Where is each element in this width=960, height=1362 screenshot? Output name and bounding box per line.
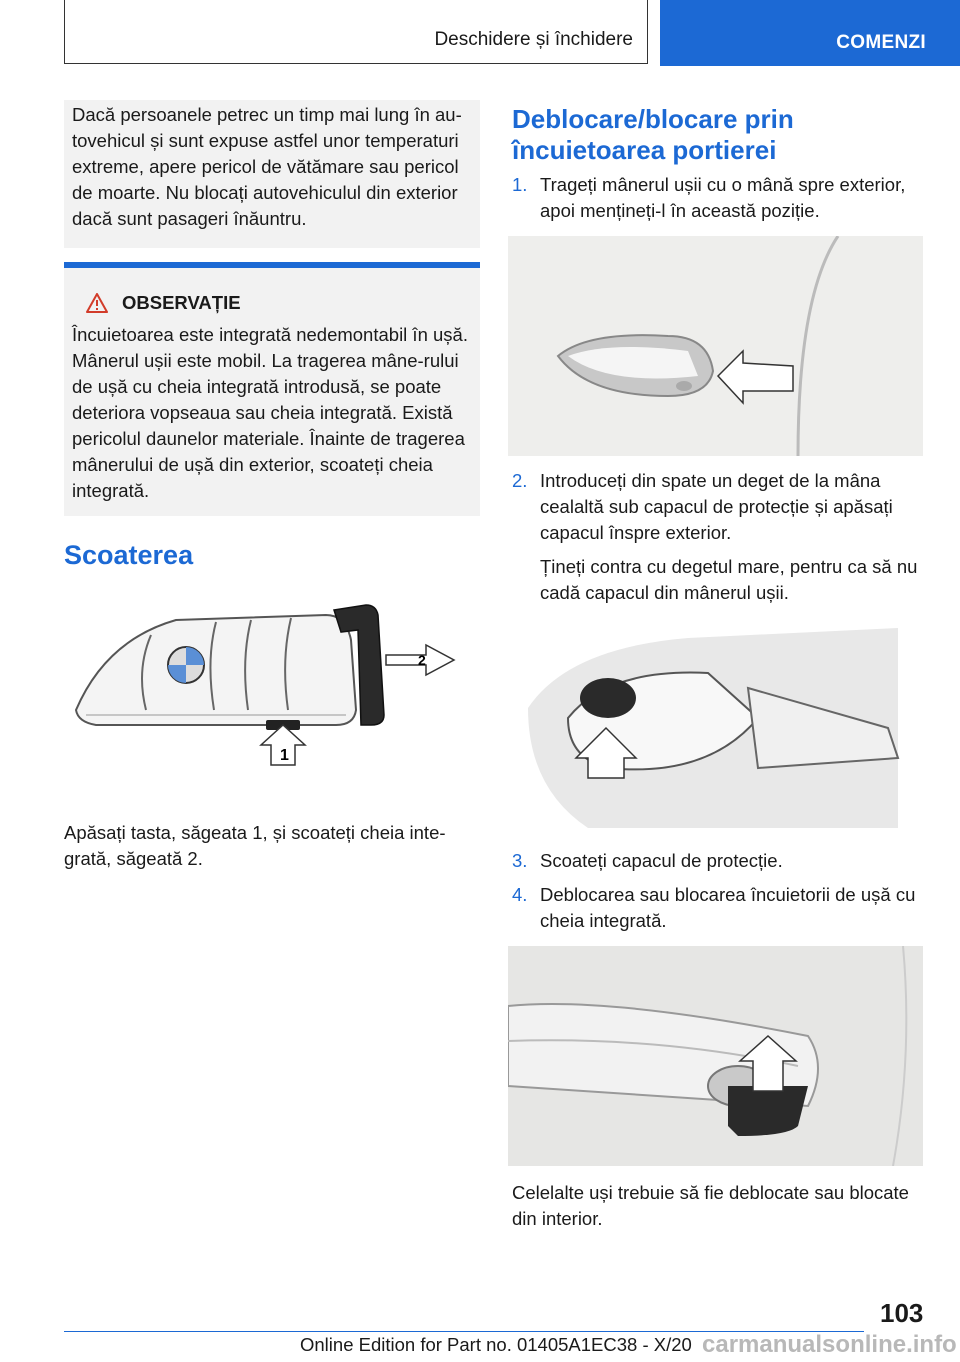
door-handle-photo (508, 236, 923, 456)
key-in-lock-photo (508, 946, 923, 1166)
step-number: 3. (512, 850, 528, 871)
step-number: 4. (512, 884, 528, 905)
header-section (64, 0, 648, 64)
cover-removal-photo (508, 628, 923, 828)
header-chapter (660, 0, 960, 66)
section-heading-door-lock: Deblocare/blocare prin încuietoarea portierei (512, 104, 794, 165)
page-number: 103 (880, 1298, 924, 1328)
fig-label-2: 2 (418, 652, 426, 668)
removal-caption: Apăsați tasta, săgeata 1, și scoateți cheia inte-grată, săgeată 2. (64, 822, 446, 869)
step-text: Introduceți din spate un deget de la mâna cealaltă sub capacul de protecție și apăsați capacul înspre exterior. (540, 470, 893, 543)
step-2 (512, 468, 932, 606)
step-4 (512, 882, 932, 934)
fig-label-1: 1 (280, 747, 289, 764)
note-header (86, 290, 472, 316)
watermark: carmanualsonline.info (702, 1331, 957, 1358)
section-heading-removal: Scoaterea (64, 540, 194, 570)
note-title: OBSERVAȚIE (122, 292, 241, 313)
step-number: 1. (512, 174, 528, 195)
step-number: 2. (512, 470, 528, 491)
warning-box (64, 100, 480, 248)
step-3 (512, 848, 932, 874)
step-1 (512, 172, 932, 224)
step-text: Scoateți capacul de protecție. (540, 850, 783, 871)
note-text: Încuietoarea este integrată nedemontabil în ușă. Mânerul ușii este mobil. La tragerea mâne-rului de ușă cu cheia integrată introdusă, se poate deteriora vopseaua sau cheia integrată. Există pericolul daunelor materiale. Înainte de tragerea mânerului de ușă din exterior, scoateți cheia integrată. (72, 324, 468, 501)
step-text-group (540, 468, 932, 606)
key-fob-illustration (66, 600, 466, 800)
note-box (64, 262, 480, 516)
step-extra-text: Țineți contra cu degetul mare, pentru ca să nu cadă capacul din mânerul ușii. (540, 556, 918, 603)
step-text: Deblocarea sau blocarea încuietorii de ușă cu cheia integrată. (540, 884, 916, 931)
section-title: Deschidere și închidere (434, 29, 633, 50)
chapter-title: COMENZI (836, 32, 926, 53)
other-doors-note: Celelalte uși trebuie să fie deblocate sau blocate din interior. (512, 1182, 909, 1229)
warning-text: Dacă persoanele petrec un timp mai lung în au-tovehicul și sunt expuse astfel unor temperaturi extreme, apere pericol de vătămare sau pericol de moarte. Nu blocați autovehiculul din exterior dacă sunt pasageri înăuntru. (72, 104, 462, 229)
step-text: Trageți mânerul ușii cu o mână spre exterior, apoi mențineți-l în această poziție. (540, 174, 906, 221)
footer-edition: Online Edition for Part no. 01405A1EC38 - X/20 (300, 1334, 692, 1355)
warning-triangle-icon (86, 293, 108, 313)
